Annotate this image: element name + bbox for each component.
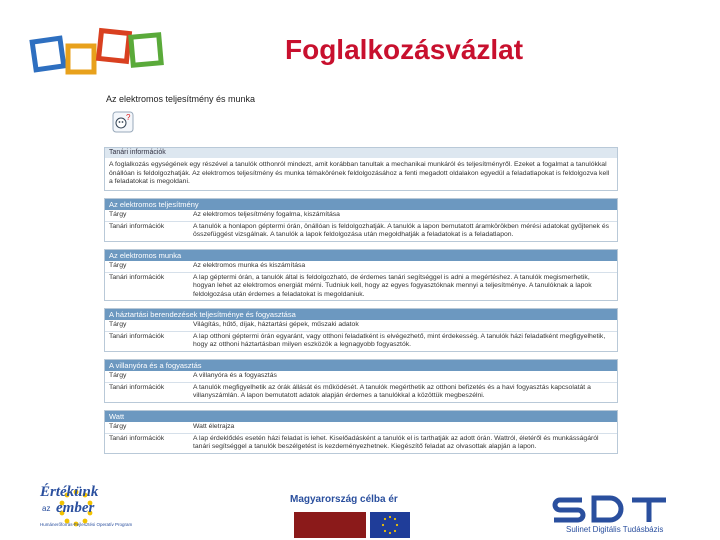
row-label: Tárgy	[109, 423, 127, 431]
hungary-badge	[294, 512, 366, 538]
row-label: Tanári információk	[109, 222, 165, 230]
section-row	[105, 320, 617, 331]
teacher-info-text: A foglalkozás egységének egy részével a tanulók otthonról mindezt, amit korábban tanultak a mechanikai munkáról és teljesítményről. Ezeket a fogalmat a tanulókkal önállóan is feldolgozhatják. Az elektromos teljesítmény és munka témakörének feldolgozásához a fenti megadott oldalakon egyedül a feladatlapokat is feldolgozva kell a feladatokat is megoldani.	[109, 161, 610, 186]
section-row	[105, 371, 617, 382]
ertekunk-logo-ember: ember	[56, 500, 95, 516]
row-value: A lap otthoni géptermi órán egyaránt, vagy otthoni feladatként is elvégezhető, mint érdekesség. A tanulók házi feladatként megfigyelhetik, hogy az otthoni háztartásban milyen eszközök a legnagyobb fogyasztók.	[193, 332, 606, 349]
section-header: A háztartási berendezések teljesítménye és fogyasztása	[105, 309, 617, 320]
svg-text:?: ?	[126, 113, 131, 123]
row-label: Tárgy	[109, 321, 127, 329]
row-label: Tanári információk	[109, 332, 165, 340]
section-row	[105, 422, 617, 433]
section-row	[105, 210, 617, 221]
eu-flag-icon	[370, 512, 410, 538]
section-box	[104, 359, 618, 403]
row-value: Az elektromos teljesítmény fogalma, kiszámítása	[193, 211, 340, 219]
section-box	[104, 249, 618, 301]
row-label: Tanári információk	[109, 273, 165, 281]
row-label: Tanári információk	[109, 434, 165, 442]
row-value: A tanulók megfigyelhetik az órák állását és működését. A tanulók megérthetik az otthoni befizetés és a havi fogyasztás kapcsolatát a villanyszámlán. A lapon bemutatott adatok alapján érdemes a tanulókkal a közöttük megbeszélni.	[193, 383, 591, 400]
row-value: A lap érdeklődés esetén házi feladat is lehet. Kiselőadásként a tanulók el is tarthatják az adott órán. Wattról, életéről és munkásságáról tanári segítséggel a tanulók beszélgetést is kezdeményezhetnek. Kiegészítő feladat az olvasottak alapján a lapon.	[193, 434, 599, 451]
row-value: Világítás, hűtő, díjak, háztartási gépek, műszaki adatok	[193, 321, 359, 329]
row-value: A villanyóra és a fogyasztás	[193, 372, 277, 380]
section-row	[105, 383, 617, 402]
row-label: Tárgy	[109, 211, 127, 219]
ertekunk-logo-text: Értékünk	[40, 484, 99, 500]
sdt-logo	[550, 494, 670, 524]
section-row	[105, 261, 617, 272]
row-value: A lap géptermi órán, a tanulók által is feldolgozható, de érdemes tanári segítséggel is adni a megértéshez. A tanulók megismerhetik, hogyan lehet az elektromos energiát mérni. Tudniuk kell, hogy az egyes fogyasztóknak mennyi a teljesítménye. A tanulóknak a lapok feldolgozása után érdemes a feladatokat is megoldaniuk.	[193, 273, 592, 298]
row-label: Tárgy	[109, 262, 127, 270]
section-header: A villanyóra és a fogyasztás	[105, 360, 617, 371]
section-header: Az elektromos munka	[105, 250, 617, 261]
teacher-info-header: Tanári információk	[105, 148, 617, 159]
section-row	[105, 273, 617, 300]
section-box	[104, 198, 618, 242]
section-box	[104, 308, 618, 352]
section-header: Az elektromos teljesítmény	[105, 199, 617, 210]
document-panel	[104, 94, 618, 461]
sdt-logo-subtitle: Sulinet Digitális Tudásbázis	[566, 525, 664, 534]
section-row	[105, 222, 617, 241]
ertekunk-logo-subtitle: Humánerőforrás-Fejlesztési Operatív Program	[40, 522, 133, 527]
section-row	[105, 434, 617, 453]
section-row	[105, 332, 617, 351]
section-box	[104, 410, 618, 454]
teacher-info-box	[104, 147, 618, 191]
slide-title: Foglalkozásvázlat	[285, 34, 524, 65]
colored-squares-logo	[28, 22, 168, 82]
document-title: Az elektromos teljesítmény és munka	[106, 94, 256, 104]
row-value: Az elektromos munka és kiszámítása	[193, 262, 306, 270]
magyarorszag-slogan: Magyarország célba ér	[290, 494, 398, 505]
row-value: A tanulók a honlapon géptermi órán, önállóan is feldolgozhatják. A tanulók a lapon bemutatott áramkörökben mérési adatokat gyűjtenek és összefüggést vizsgálnak. A tanulók a lapok feldolgozása után megoldhatják a feladatokat is a feladatlapon.	[193, 222, 610, 239]
row-label: Tárgy	[109, 372, 127, 380]
footer	[0, 478, 720, 540]
row-label: Tanári információk	[109, 383, 165, 391]
ertekunk-logo-az: az	[42, 504, 51, 513]
row-value: Watt életrajza	[193, 423, 235, 431]
section-header: Watt	[105, 411, 617, 422]
lesson-icon	[112, 111, 134, 133]
